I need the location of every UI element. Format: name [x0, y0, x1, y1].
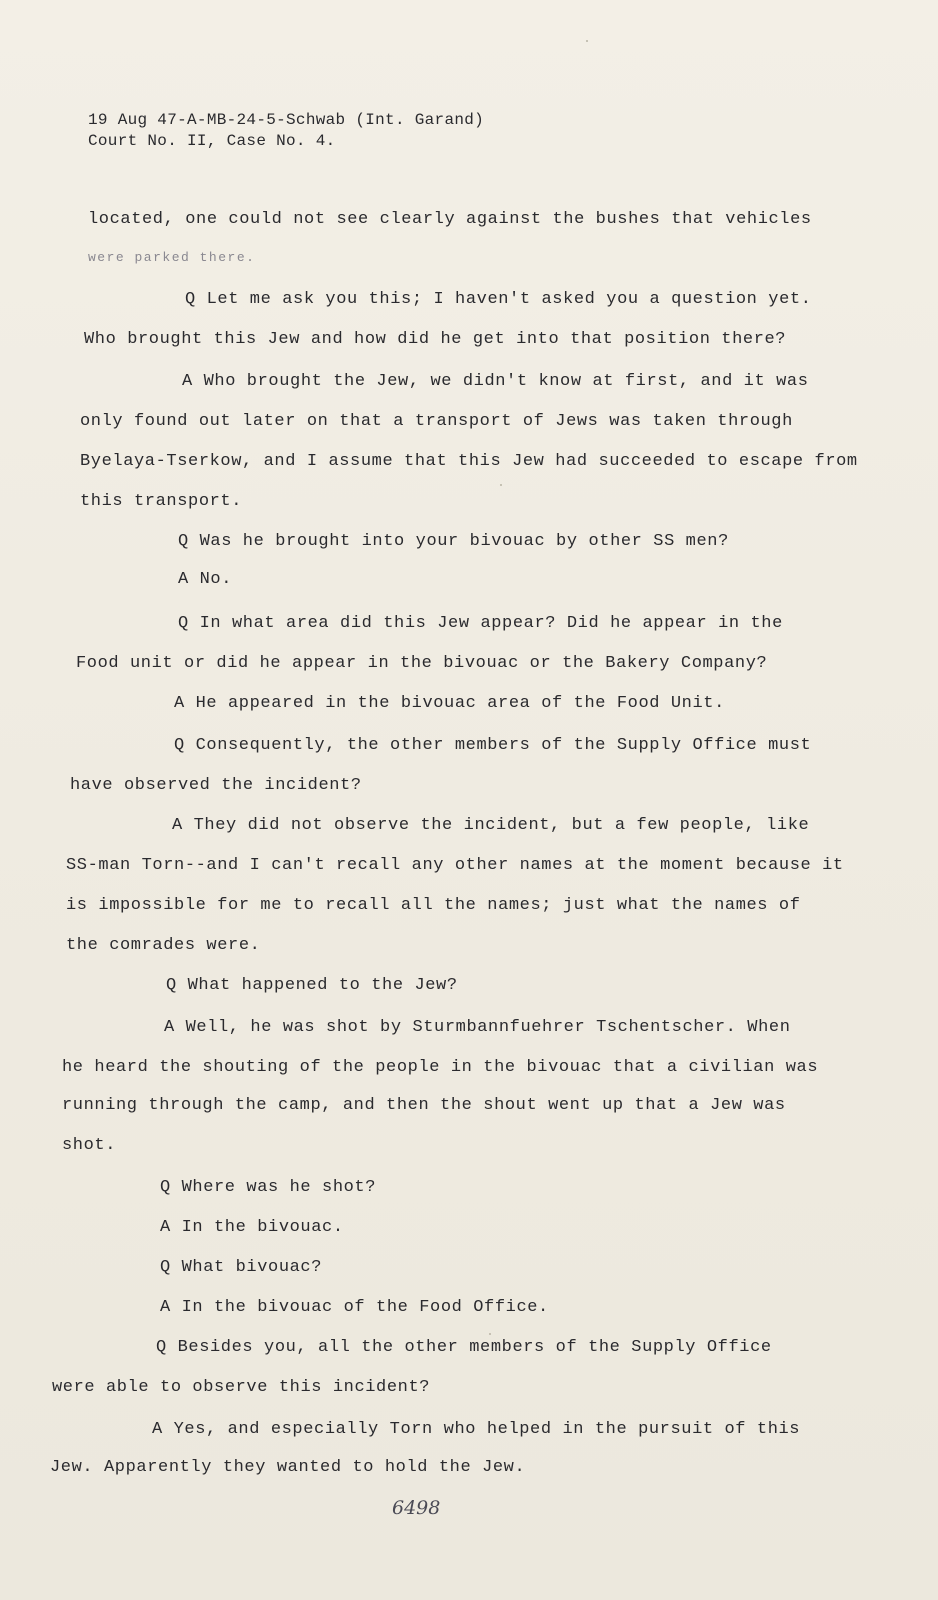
answer-line: A No. [178, 570, 233, 589]
text-line: shot. [62, 1136, 117, 1155]
text-line: have observed the incident? [70, 776, 362, 795]
text-line: Who brought this Jew and how did he get into that position there? [84, 330, 787, 349]
document-header [88, 110, 484, 152]
question-line: Q What bivouac? [160, 1258, 323, 1277]
paper-speck [586, 40, 588, 42]
text-line: the comrades were. [66, 936, 261, 955]
text-line: located, one could not see clearly against the bushes that vehicles [88, 210, 812, 229]
question-line: Q Was he brought into your bivouac by other SS men? [178, 532, 729, 551]
question-line: Q What happened to the Jew? [166, 976, 458, 995]
answer-line: A Well, he was shot by Sturmbannfuehrer Tschentscher. When [164, 1018, 791, 1037]
text-line: this transport. [80, 492, 243, 511]
answer-line: A They did not observe the incident, but a few people, like [172, 816, 810, 835]
text-line: only found out later on that a transport of Jews was taken through [80, 412, 793, 431]
paper-speck [500, 484, 502, 486]
answer-line: A In the bivouac. [160, 1218, 344, 1237]
question-line: Q Consequently, the other members of the Supply Office must [174, 736, 812, 755]
text-line: SS-man Torn--and I can't recall any other names at the moment because it [66, 856, 844, 875]
paper-speck [489, 1333, 491, 1335]
text-line: he heard the shouting of the people in the bivouac that a civilian was [62, 1058, 819, 1077]
question-line: Q In what area did this Jew appear? Did he appear in the [178, 614, 783, 633]
text-line: running through the camp, and then the shout went up that a Jew was [62, 1096, 786, 1115]
question-line: Q Let me ask you this; I haven't asked you a question yet. [185, 290, 812, 309]
page-number: 6498 [392, 1497, 441, 1519]
header-reference-line: 19 Aug 47-A-MB-24-5-Schwab (Int. Garand) [88, 111, 485, 129]
question-line: Q Where was he shot? [160, 1178, 377, 1197]
answer-line: A Yes, and especially Torn who helped in the pursuit of this [152, 1420, 801, 1439]
text-line: were able to observe this incident? [52, 1378, 431, 1397]
answer-line: A He appeared in the bivouac area of the Food Unit. [174, 694, 725, 713]
text-line: Byelaya-Tserkow, and I assume that this Jew had succeeded to escape from [80, 452, 858, 471]
text-line: were parked there. [88, 250, 256, 265]
text-line: Food unit or did he appear in the bivouac or the Bakery Company? [76, 654, 768, 673]
header-court-line: Court No. II, Case No. 4. [88, 132, 336, 150]
text-line: Jew. Apparently they wanted to hold the Jew. [50, 1458, 526, 1477]
text-line: is impossible for me to recall all the names; just what the names of [66, 896, 801, 915]
answer-line: A Who brought the Jew, we didn't know at first, and it was [182, 372, 809, 391]
answer-line: A In the bivouac of the Food Office. [160, 1298, 549, 1317]
question-line: Q Besides you, all the other members of the Supply Office [156, 1338, 772, 1357]
